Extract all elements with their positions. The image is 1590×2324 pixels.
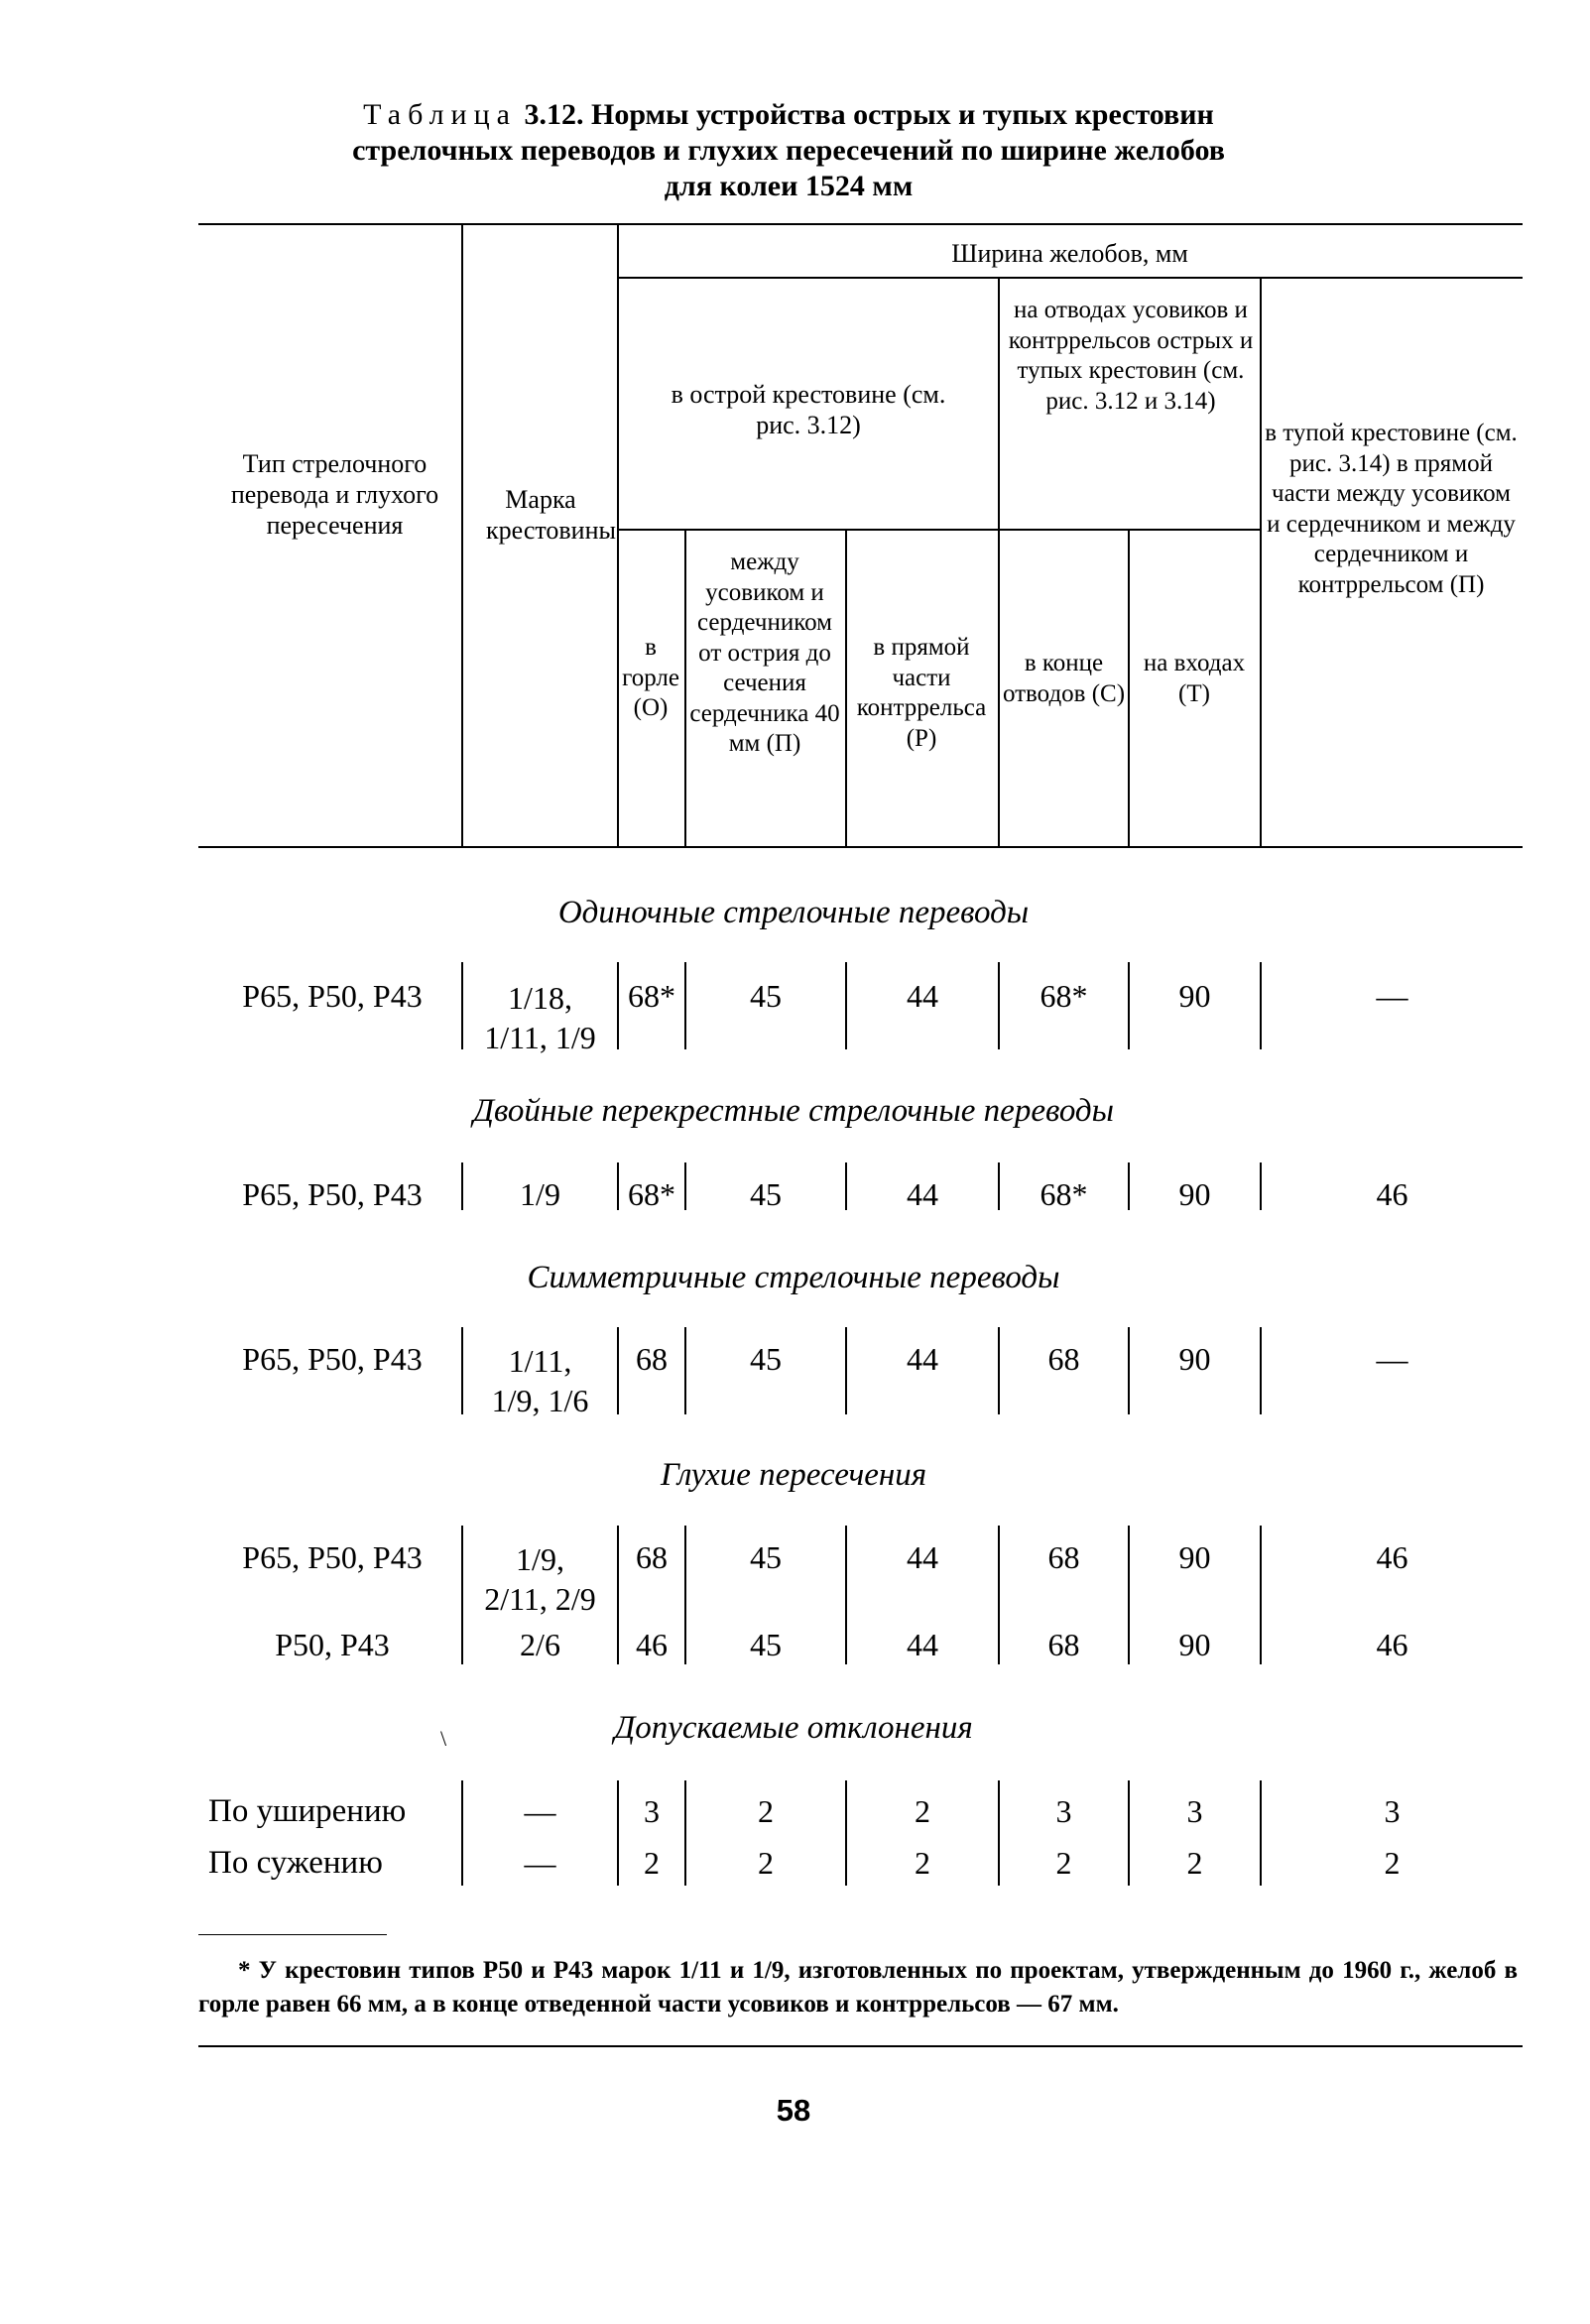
header-vline-1 — [461, 224, 463, 846]
table-cell-s: 68* — [1040, 978, 1088, 1014]
table-cell-r: 2 — [915, 1793, 930, 1829]
table-cell-s: 68 — [1047, 1539, 1080, 1575]
header-mark: Марка крестовины — [486, 485, 616, 545]
table-cell-o: 68 — [636, 1341, 668, 1377]
table-cell-s: 68 — [1047, 1627, 1080, 1662]
header-vline-7 — [1260, 278, 1262, 846]
table-cell-type: Р65, Р50, Р43 — [242, 1341, 423, 1377]
footnote-rule — [198, 1934, 387, 1935]
header-sub-rule — [617, 529, 1260, 531]
section-title-crossings: Глухие пересечения — [660, 1457, 927, 1493]
table-cell-blunt: 2 — [1384, 1845, 1401, 1881]
header-vline-5 — [998, 278, 1000, 846]
section-title-symmetric: Симметричные стрелочные переводы — [527, 1260, 1060, 1295]
table-cell-mark: — — [524, 1793, 556, 1829]
table-cell-type: Р65, Р50, Р43 — [242, 1176, 423, 1212]
table-cell-p: 45 — [750, 978, 782, 1014]
table-cell-type: Р65, Р50, Р43 — [242, 978, 423, 1014]
table-cell-blunt: — — [1376, 978, 1408, 1014]
table-cell-mark: 1/18, 1/11, 1/9 — [484, 980, 596, 1055]
header-sharp-frog: в острой крестовине (см. рис. 3.12) — [671, 380, 946, 439]
table-cell-t: 90 — [1178, 1176, 1211, 1212]
header-throat: в горле (О) — [622, 634, 679, 721]
table-cell-t: 2 — [1186, 1845, 1203, 1881]
header-vline-2 — [617, 224, 619, 846]
table-cell-t: 3 — [1186, 1793, 1203, 1829]
header-vline-4 — [845, 530, 847, 846]
header-vline-3 — [684, 530, 686, 846]
table-cell-r: 44 — [907, 1341, 938, 1377]
header-inputs: на входах (Т) — [1143, 650, 1246, 707]
section-title-single: Одиночные стрелочные переводы — [557, 895, 1030, 930]
table-title-lead: Таблица — [363, 98, 517, 131]
table-cell-mark: — — [524, 1845, 556, 1881]
table-cell-blunt: 3 — [1384, 1793, 1401, 1829]
page-number: 58 — [776, 2093, 811, 2128]
table-cell-p: 45 — [750, 1176, 782, 1212]
table-cell-t: 90 — [1178, 1627, 1211, 1662]
header-bottom-rule — [198, 846, 1523, 848]
stray-scan-mark: \ — [440, 1726, 447, 1751]
table-cell-blunt: — — [1376, 1341, 1408, 1377]
header-width-rule — [617, 277, 1523, 279]
table-title-line2: стрелочных переводов и глухих пересечений по ширине желобов — [352, 134, 1225, 167]
table-cell-t: 90 — [1178, 1539, 1211, 1575]
table-cell-o: 2 — [644, 1845, 660, 1881]
table-cell-o: 46 — [636, 1627, 668, 1662]
table-cell-o: 68* — [628, 1176, 675, 1212]
table-cell-s: 68* — [1040, 1176, 1088, 1212]
table-cell-t: 90 — [1178, 978, 1211, 1014]
table-title-line1: 3.12. Нормы устройства острых и тупых крестовин — [524, 98, 1214, 131]
table-cell-s: 3 — [1055, 1793, 1072, 1829]
table-cell-r: 44 — [907, 1627, 938, 1662]
table-cell-p: 45 — [750, 1341, 782, 1377]
table-cell-type: Р65, Р50, Р43 — [242, 1539, 423, 1575]
table-cell-o: 68 — [636, 1539, 668, 1575]
table-cell-o: 3 — [644, 1793, 660, 1829]
table-cell-mark: 1/9, 2/11, 2/9 — [484, 1541, 596, 1617]
section-title-tolerances: Допускаемые отклонения — [614, 1710, 973, 1746]
header-blunt-frog: в тупой крестовине (см. рис. 3.14) в прямой части между усовиком и сердечником и между сердечником и контррельсом (П) — [1265, 420, 1518, 598]
table-cell-p: 2 — [758, 1793, 774, 1829]
table-cell-r: 2 — [915, 1845, 930, 1881]
table-cell-blunt: 46 — [1376, 1539, 1408, 1575]
table-cell-type: Р50, Р43 — [275, 1627, 390, 1662]
header-width: Ширина желобов, мм — [951, 239, 1188, 268]
table-cell-type: По уширению — [208, 1793, 407, 1829]
table-title-line3: для колеи 1524 мм — [664, 170, 914, 202]
table-cell-s: 68 — [1047, 1341, 1080, 1377]
table-cell-p: 45 — [750, 1627, 782, 1662]
table-cell-p: 45 — [750, 1539, 782, 1575]
table-cell-mark: 1/11, 1/9, 1/6 — [491, 1343, 589, 1418]
header-straight: в прямой части контррельса (Р) — [856, 634, 987, 752]
table-cell-blunt: 46 — [1376, 1627, 1408, 1662]
section-title-double: Двойные перекрестные стрелочные переводы — [473, 1093, 1114, 1129]
table-cell-type: По сужению — [208, 1845, 383, 1881]
header-top-rule — [198, 223, 1523, 225]
table-cell-blunt: 46 — [1376, 1176, 1408, 1212]
page-bottom-rule — [198, 2045, 1523, 2047]
table-cell-r: 44 — [907, 978, 938, 1014]
table-cell-p: 2 — [758, 1845, 774, 1881]
table-cell-mark: 2/6 — [520, 1627, 560, 1662]
table-cell-s: 2 — [1055, 1845, 1072, 1881]
header-branches: на отводах усовиков и контррельсов острых и тупых крестовин (см. рис. 3.12 и 3.14) — [1008, 297, 1254, 415]
table-cell-t: 90 — [1178, 1341, 1211, 1377]
table-cell-o: 68* — [628, 978, 675, 1014]
table-cell-mark: 1/9 — [520, 1176, 560, 1212]
header-end-branch: в конце отводов (С) — [1002, 650, 1126, 707]
header-vline-6 — [1128, 530, 1130, 846]
table-cell-r: 44 — [907, 1539, 938, 1575]
table-title — [198, 97, 1379, 204]
table-cell-r: 44 — [907, 1176, 938, 1212]
footnote-text: * У крестовин типов Р50 и Р43 марок 1/11 и 1/9, изготовленных по проектам, утвержденным до 1960 г., желоб в горле равен 66 мм, а в конце отведенной части усовиков и контррельсов — 67 мм. — [198, 1957, 1518, 2018]
header-between: между усовиком и сердечником от острия до сечения сердечника 40 мм (П) — [689, 549, 840, 757]
header-type: Тип стрелочного перевода и глухого пересечения — [230, 449, 439, 540]
